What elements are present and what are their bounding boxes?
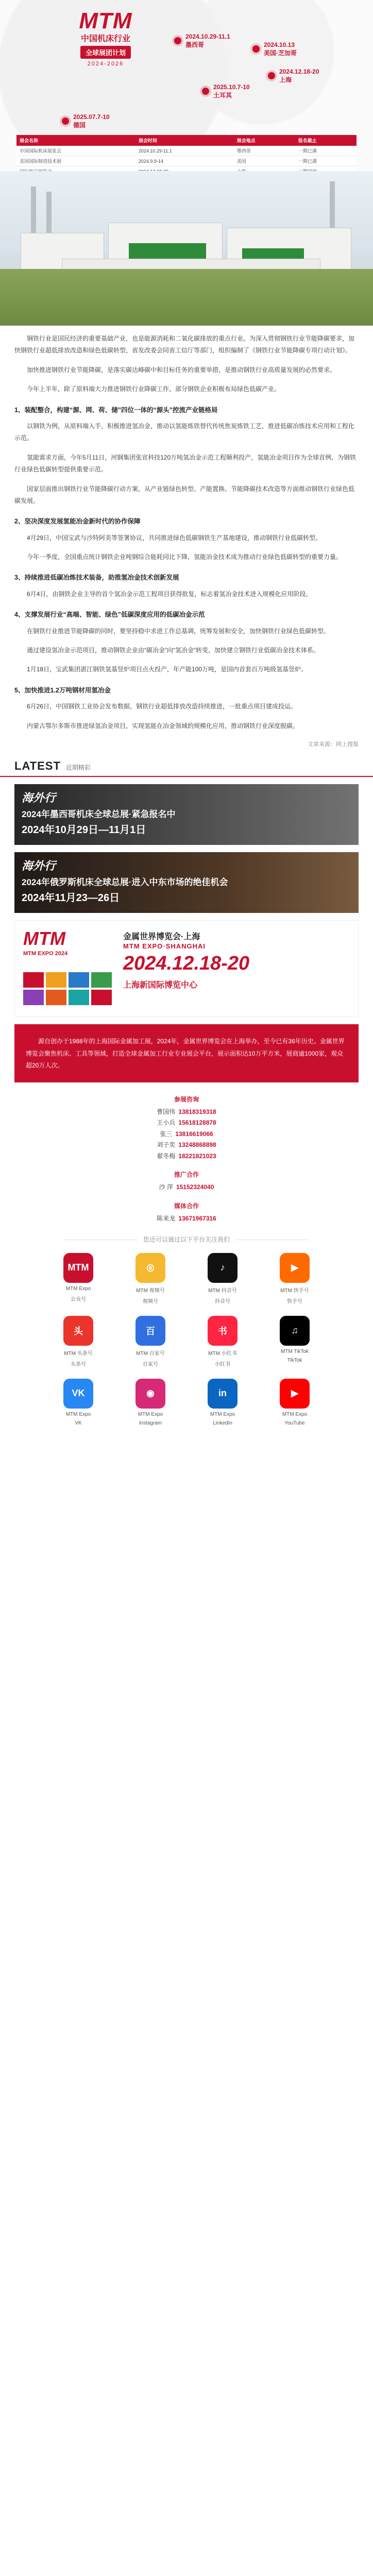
article-heading: 1、装配整合，构建“源、网、荷、储”四位一体的“源头”控流产业链格局 bbox=[14, 406, 218, 414]
map-pin-icon bbox=[268, 72, 275, 79]
contact-line: 刘子奕 13248868898 bbox=[157, 1141, 216, 1149]
follow-header: 您还可以通过以下平台关注我们 bbox=[0, 1235, 373, 1244]
phone-link[interactable]: 15618128878 bbox=[178, 1119, 216, 1127]
map-pin-icon bbox=[62, 117, 69, 125]
map-pin-icon bbox=[174, 37, 181, 44]
social-icon-tiktok[interactable]: ♫ MTM TikTok TikTok bbox=[259, 1316, 331, 1367]
article-paragraph: 国家层面推出钢铁行业节能降碳行动方案，从产业链绿色转型、产能置换、节能降碳技术改造等方面推动钢铁行业绿色低碳发展。 bbox=[14, 485, 355, 504]
contact-group-title: 媒体合作 bbox=[174, 1202, 199, 1210]
xiaohongshu-icon: 书 bbox=[208, 1316, 238, 1346]
social-icon-vk[interactable]: VK MTM Expo VK bbox=[42, 1379, 114, 1426]
social-icon-xiaohongshu[interactable]: 书 MTM 小红书 小红书 bbox=[186, 1316, 259, 1367]
poster-tiles bbox=[23, 972, 116, 1008]
poster-venue: 上海新国际博览中心 bbox=[123, 981, 198, 990]
table-row: 中国国际机床展览会 2024.10.29-11.1 墨西哥 一期已满 bbox=[16, 146, 357, 156]
social-icon-toutiao[interactable]: 头 MTM 头条号 头条号 bbox=[42, 1316, 114, 1367]
social-icon-youtube[interactable]: ▶ MTM Expo YouTube bbox=[259, 1379, 331, 1426]
article-paragraph: 氢能需求方面，今年5月11日，河钢集团张宣科技120万吨氢冶金示范工程顺利投产，氢能冶金项目作为全球首例，为钢铁行业绿色低碳转型提供重要示范。 bbox=[14, 453, 357, 473]
article-paragraph: 6月26日，中国钢铁工业协会发布数据，钢铁行业超低排放改造持续推进，一批重点项目建成投运。 bbox=[27, 703, 297, 710]
latest-title-cn: 近期精彩 bbox=[65, 764, 91, 772]
contact-section bbox=[0, 1095, 373, 1225]
article-paragraph: 以钢铁为例，从原料端入手，积极推进氢冶金，推动以氢能炼铁替代传统焦炭炼铁工艺，推进低碳冶炼技术应用和工程化示范。 bbox=[14, 422, 355, 442]
article-paragraph: 在钢铁行业推进节能降碳的同时，要坚持稳中求进工作总基调，统筹发展和安全，加快钢铁行业绿色低碳转型。 bbox=[27, 627, 330, 635]
article-body bbox=[0, 326, 373, 750]
poster-logo: MTM bbox=[23, 928, 65, 950]
article-heading: 2、坚决深度发展氢能冶金新时代的协作保障 bbox=[14, 518, 141, 526]
table-row: 美国国际制造技术展 2024.9.9-14 美国 一期已满 bbox=[16, 156, 357, 166]
hero-logo-block bbox=[62, 8, 149, 67]
mtm-icon: MTM bbox=[63, 1253, 93, 1283]
kuaishou-icon: ▶ bbox=[280, 1253, 310, 1283]
article-paragraph: 今年一季度，全国重点统计钢铁企业吨钢综合能耗同比下降，氢能冶金技术成为推动行业绿色低碳转型的重要力量。 bbox=[27, 553, 343, 561]
contact-group-title: 推广合作 bbox=[174, 1171, 199, 1179]
instagram-icon: ◉ bbox=[135, 1379, 165, 1409]
article-paragraph: 钢铁行业是国民经济的重要基础产业，也是能源消耗和二氧化碳排放的重点行业。为深入贯彻钢铁行业节能降碳要求，加快钢铁行业超低排放改造和绿色低碳转型，省发改委会同省工信厅等部门，组织编制了《钢铁行业节能降碳专项行动计划》。 bbox=[14, 335, 355, 354]
contact-line: 沙 萍 15152324040 bbox=[159, 1183, 214, 1191]
event-tag: 海外行 bbox=[22, 859, 56, 873]
article-heading: 4、支撑发展行业“高端、智能、绿色”低碳深度应用的低碳冶金示范 bbox=[14, 611, 205, 619]
latest-title-en: LATEST bbox=[14, 759, 61, 773]
douyin-icon: ♪ bbox=[208, 1253, 238, 1283]
city-label: 2024.10.29-11.1 墨西哥 bbox=[185, 33, 230, 48]
baijiahao-icon: 百 bbox=[135, 1316, 165, 1346]
article-paragraph: 今年上半年，除了原料端大力推进钢铁行业降碳工作，部分钢铁企业积极布局绿色低碳产业。 bbox=[27, 385, 281, 393]
toutiao-icon: 头 bbox=[63, 1316, 93, 1346]
event-banner-russia[interactable] bbox=[14, 852, 359, 913]
event-banner-mexico[interactable] bbox=[14, 784, 359, 845]
city-label: 2025.10.7-10 土耳其 bbox=[213, 83, 250, 99]
social-icon-kuaishou[interactable]: ▶ MTM 快手号 快手号 bbox=[259, 1253, 331, 1304]
event-date: 2024年10月29日—11月1日 bbox=[22, 824, 146, 836]
poster-logo-sub: MTM EXPO 2024 bbox=[23, 951, 68, 957]
expo-poster[interactable] bbox=[14, 920, 359, 1017]
contact-group bbox=[0, 1170, 373, 1193]
schedule-header: 展会名称 bbox=[16, 135, 135, 146]
social-icon-wechat[interactable]: MTM MTM Expo 公众号 bbox=[42, 1253, 114, 1304]
linkedin-icon: in bbox=[208, 1379, 238, 1409]
city-label: 2024.12.18-20 上海 bbox=[279, 68, 319, 83]
social-icon-channels[interactable]: ◎ MTM 视频号 视频号 bbox=[114, 1253, 186, 1304]
phone-link[interactable]: 15152324040 bbox=[176, 1183, 214, 1191]
hero-badge: 全球展团计划 bbox=[80, 46, 131, 59]
contact-line: 曹国伟 13818319318 bbox=[157, 1108, 216, 1115]
article-heading: 3、持续推进低碳冶炼技术装备，助推氢冶金技术创新发展 bbox=[14, 574, 179, 582]
social-icon-baijiahao[interactable]: 百 MTM 百家号 百家号 bbox=[114, 1316, 186, 1367]
contact-line: 张三 13816619066 bbox=[160, 1130, 213, 1138]
hero-subtitle: 中国机床行业 bbox=[80, 35, 130, 43]
poster-subtitle-en: MTM EXPO·SHANGHAI bbox=[123, 942, 206, 951]
contact-line: 王小兵 15618128878 bbox=[157, 1119, 216, 1127]
city-label: 2024.10.13 美国·芝加哥 bbox=[264, 41, 297, 57]
contact-line: 陈来龙 13671967316 bbox=[157, 1215, 216, 1223]
phone-link[interactable]: 13818319318 bbox=[178, 1108, 216, 1115]
article-credit: 文章来源：网上搜集 bbox=[308, 741, 359, 748]
phone-link[interactable]: 13816619066 bbox=[175, 1130, 213, 1138]
phone-link[interactable]: 13671967316 bbox=[178, 1215, 216, 1223]
tiktok-icon: ♫ bbox=[280, 1316, 310, 1346]
map-pin-icon bbox=[252, 45, 260, 53]
contact-group bbox=[0, 1095, 373, 1162]
event-title: 2024年墨西哥机床全球总展·紧急报名中 bbox=[22, 809, 176, 820]
hero-banner bbox=[0, 0, 373, 171]
contact-group-title: 参展咨询 bbox=[174, 1095, 199, 1103]
map-pin-icon bbox=[202, 88, 209, 95]
contact-group bbox=[0, 1201, 373, 1225]
phone-link[interactable]: 18221821023 bbox=[178, 1152, 216, 1160]
city-label: 2025.07.7-10 德国 bbox=[73, 113, 110, 129]
social-icons-grid bbox=[42, 1253, 331, 1426]
phone-link[interactable]: 13248868898 bbox=[178, 1141, 216, 1149]
latest-section-header bbox=[0, 759, 373, 777]
steel-plant-photo bbox=[0, 171, 373, 326]
poster-title: 金属世界博览会·上海 bbox=[123, 933, 200, 942]
vk-icon: VK bbox=[63, 1379, 93, 1409]
article-paragraph: 6月4日，由钢铁企业主导的首个氢冶金示范工程项目获得批复，标志着氢冶金技术进入规模化应用阶段。 bbox=[27, 590, 312, 598]
poster-date: 2024.12.18-20 bbox=[123, 953, 250, 975]
youtube-icon: ▶ bbox=[280, 1379, 310, 1409]
intro-text: 源自创办于1988年的上海国际金属加工展，2024年，金属世界博览会在上海举办，至今已有36年历史。金属世界博览会聚焦机床、工具等领域，打造全球金属加工行业专业展会平台，展示面积达10万平方米，展商逾1000家，观众超20万人次。 bbox=[26, 1038, 345, 1070]
article-paragraph: 4月29日，中国宝武与沙特阿美等签署协议，共同推进绿色低碳钢铁生产基地建设，推动钢铁行业低碳转型。 bbox=[27, 534, 322, 541]
social-icon-linkedin[interactable]: in MTM Expo LinkedIn bbox=[186, 1379, 259, 1426]
intro-red-box bbox=[14, 1024, 359, 1082]
schedule-header: 展会时间 bbox=[135, 135, 234, 146]
event-tag: 海外行 bbox=[22, 791, 56, 805]
article-heading: 5、加快推进1.2万吨钢材用氢冶金 bbox=[14, 686, 111, 694]
channels-icon: ◎ bbox=[135, 1253, 165, 1283]
mtm-logo: MTM bbox=[79, 8, 132, 33]
social-icon-douyin[interactable]: ♪ MTM 抖音号 抖音号 bbox=[186, 1253, 259, 1304]
schedule-header: 展会地点 bbox=[234, 135, 295, 146]
article-paragraph: 内蒙古鄂尔多斯市推进绿氢冶金项目，实现氢能在冶金领域的规模化应用，推动钢铁行业深度脱碳。 bbox=[27, 722, 299, 730]
event-title: 2024年俄罗斯机床全球总展·进入中东市场的绝佳机会 bbox=[22, 877, 228, 888]
contact-line: 翟冬梅 18221821023 bbox=[157, 1152, 216, 1160]
event-date: 2024年11月23—26日 bbox=[22, 892, 120, 904]
schedule-header: 报名截止 bbox=[295, 135, 357, 146]
article-paragraph: 通过建设氢冶金示范项目，推动钢铁企业由“碳冶金”向“氢冶金”转变，加快建立钢铁行业低碳冶金技术体系。 bbox=[27, 646, 319, 654]
social-icon-instagram[interactable]: ◉ MTM Expo Instagram bbox=[114, 1379, 186, 1426]
hero-years: 2024-2026 bbox=[87, 61, 124, 67]
article-paragraph: 1月18日，宝武集团湛江钢铁氢基竖炉项目点火投产，年产能100万吨，是国内首套百万吨级氢基竖炉。 bbox=[27, 666, 308, 673]
article-paragraph: 加快推进钢铁行业节能降碳，是落实碳达峰碳中和目标任务的重要举措，是推动钢铁行业高质量发展的必然要求。 bbox=[27, 366, 336, 374]
